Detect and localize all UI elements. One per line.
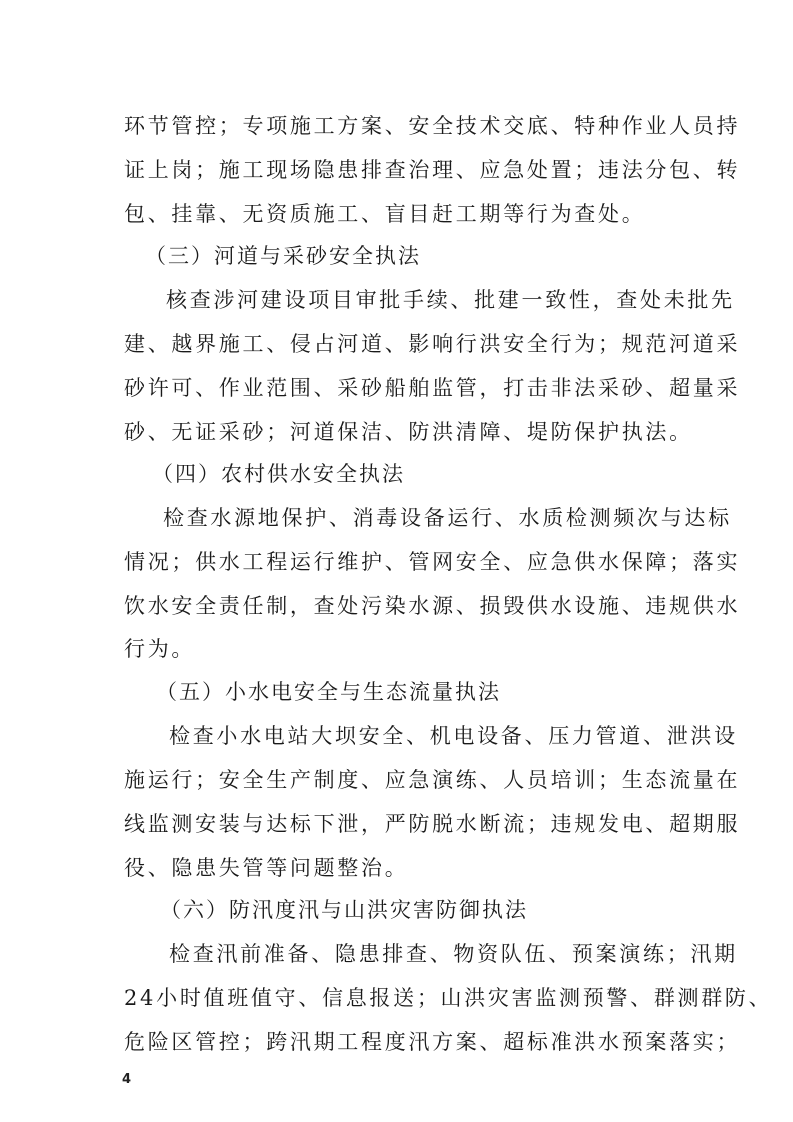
page-number: 4 bbox=[122, 1072, 132, 1087]
body-text-line: 饮水安全责任制，查处污染水源、损毁供水设施、违规供水 bbox=[124, 594, 741, 618]
body-text-line: 线监测安装与达标下泄，严防脱水断流；违规发电、超期服 bbox=[124, 812, 741, 836]
section-heading: （四）农村供水安全执法 bbox=[152, 462, 405, 486]
section-heading: （六）防汛度汛与山洪灾害防御执法 bbox=[160, 898, 528, 922]
section-heading: （三）河道与采砂安全执法 bbox=[145, 244, 421, 268]
body-text-line: 役、隐患失管等问题整治。 bbox=[124, 856, 409, 880]
paragraph-first-line: 检查水源地保护、消毒设备运行、水质检测频次与达标 bbox=[163, 506, 732, 530]
body-text-line: 环节管控；专项施工方案、安全技术交底、特种作业人员持 bbox=[124, 114, 741, 138]
paragraph-first-line: 核查涉河建设项目审批手续、批建一致性，查处未批先 bbox=[166, 288, 735, 312]
body-text-line: 施运行；安全生产制度、应急演练、人员培训；生态流量在 bbox=[124, 768, 741, 792]
body-text-line: 砂许可、作业范围、采砂船舶监管，打击非法采砂、超量采 bbox=[124, 376, 741, 400]
paragraph-first-line: 检查小水电站大坝安全、机电设备、压力管道、泄洪设 bbox=[169, 724, 738, 748]
body-text-line: 行为。 bbox=[124, 637, 196, 661]
body-text-line: 建、越界施工、侵占河道、影响行洪安全行为；规范河道采 bbox=[124, 332, 741, 356]
body-text-line: 危险区管控；跨汛期工程度汛方案、超标准洪水预案落实； bbox=[124, 1030, 741, 1054]
body-text-line: 证上岗；施工现场隐患排查治理、应急处置；违法分包、转 bbox=[124, 158, 741, 182]
body-text-line: 24小时值班值守、信息报送；山洪灾害监测预警、群测群防、 bbox=[124, 986, 773, 1010]
body-text-line: 砂、无证采砂；河道保洁、防洪清障、堤防保护执法。 bbox=[124, 420, 693, 444]
paragraph-first-line: 检查汛前准备、隐患排查、物资队伍、预案演练；汛期 bbox=[169, 942, 738, 966]
body-text-line: 包、挂靠、无资质施工、盲目赶工期等行为查处。 bbox=[124, 202, 646, 226]
body-text-line: 情况；供水工程运行维护、管网安全、应急供水保障；落实 bbox=[124, 550, 741, 574]
section-heading: （五）小水电安全与生态流量执法 bbox=[156, 680, 501, 704]
